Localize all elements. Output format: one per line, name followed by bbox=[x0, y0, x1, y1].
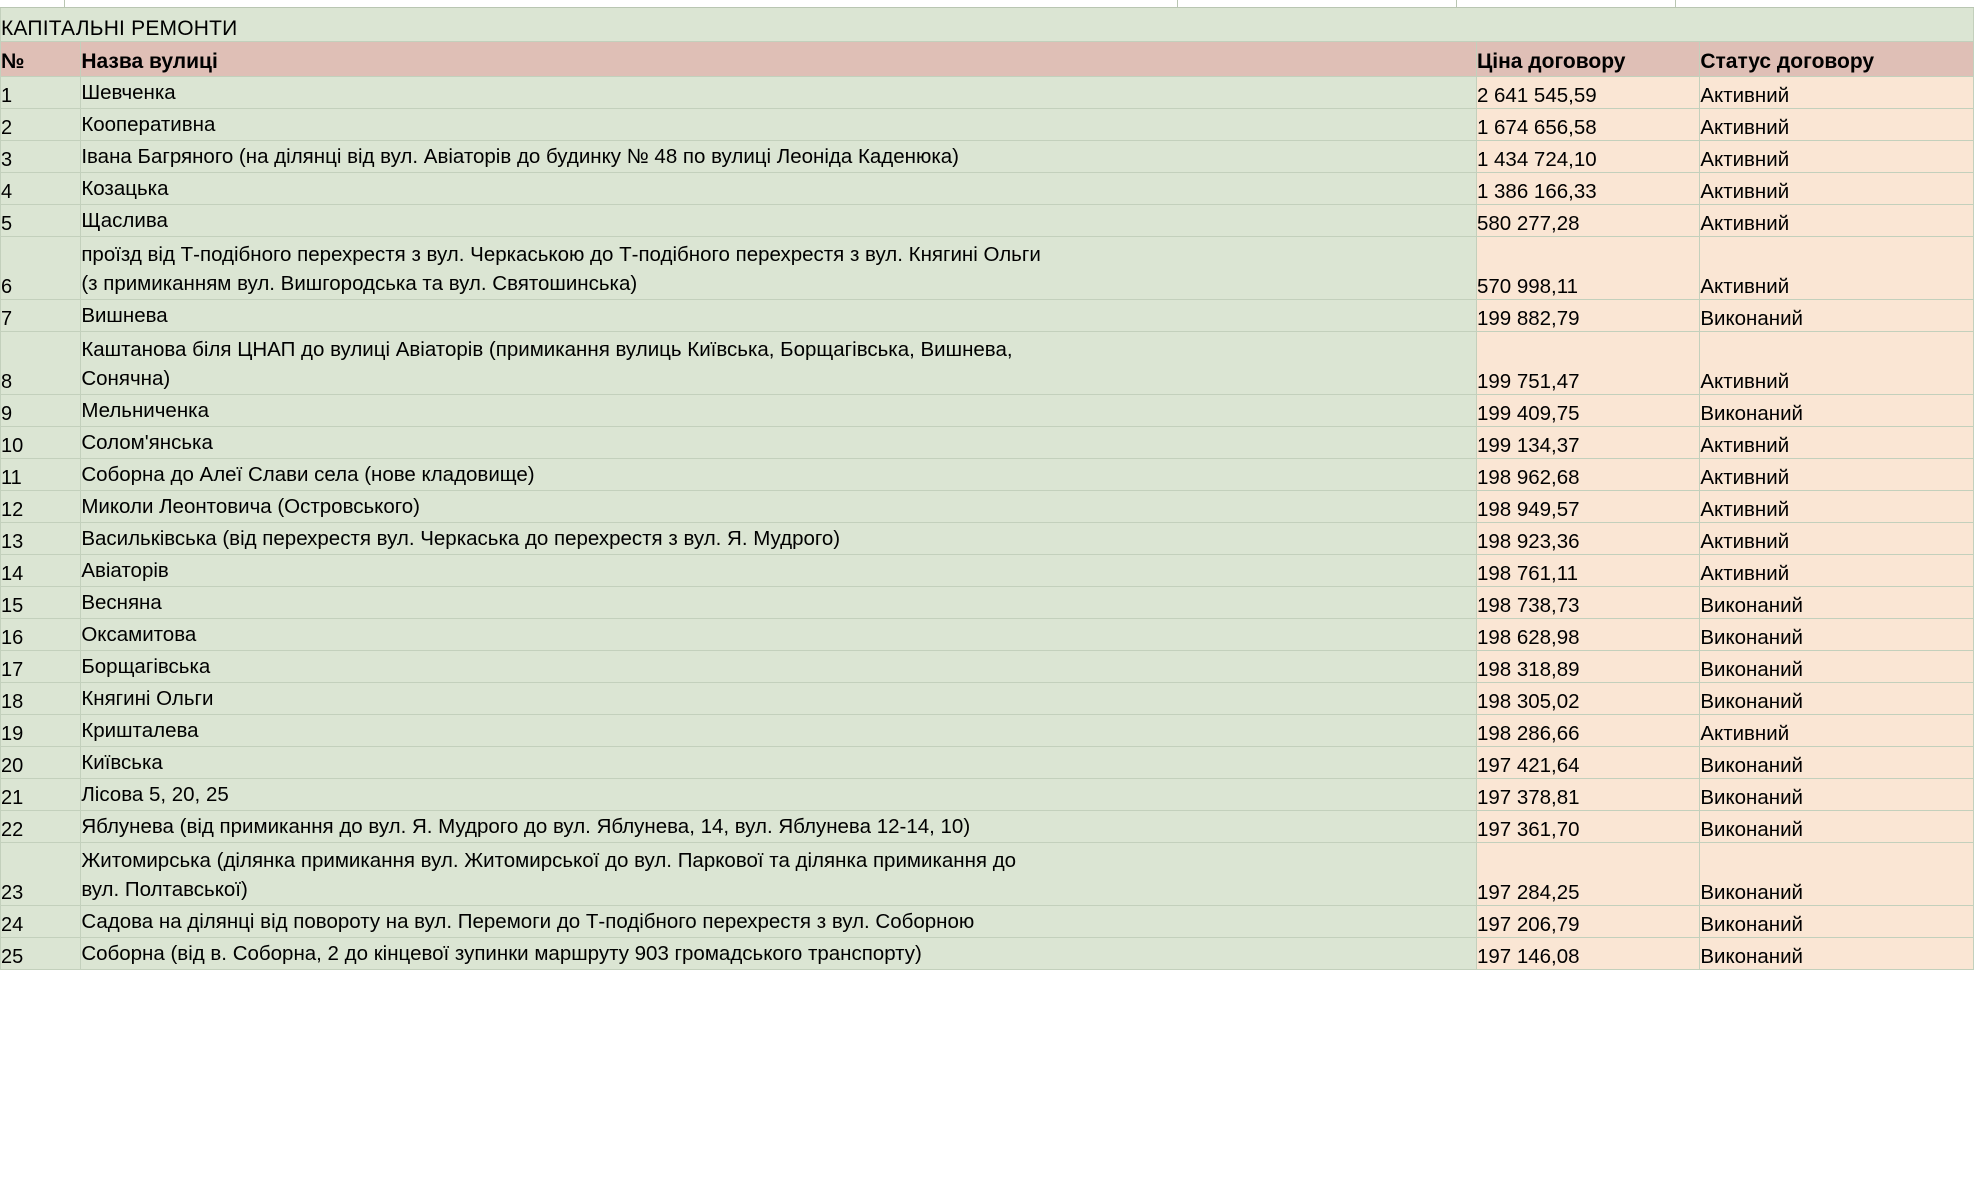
cell-street-name[interactable] bbox=[81, 173, 1477, 205]
cell-street-line: Івана Багряного (на ділянці від вул. Авіаторів до будинку № 48 по вулиці Леоніда Каденюка) bbox=[81, 145, 959, 169]
cell-number[interactable]: 14 bbox=[1, 555, 81, 587]
table-row[interactable] bbox=[1, 938, 1974, 970]
cell-contract-price[interactable]: 570 998,11 bbox=[1476, 237, 1699, 300]
cell-contract-price[interactable]: 199 134,37 bbox=[1476, 427, 1699, 459]
cell-contract-price[interactable]: 1 434 724,10 bbox=[1476, 141, 1699, 173]
cell-number[interactable]: 3 bbox=[1, 141, 81, 173]
cell-contract-status[interactable]: Активний bbox=[1700, 555, 1974, 587]
table-row[interactable] bbox=[1, 141, 1974, 173]
table-row[interactable] bbox=[1, 237, 1974, 300]
cell-contract-price[interactable]: 197 146,08 bbox=[1476, 938, 1699, 970]
cell-contract-price[interactable]: 197 361,70 bbox=[1476, 811, 1699, 843]
table-row[interactable] bbox=[1, 395, 1974, 427]
cell-street-line: (з примиканням вул. Вишгородська та вул. Святошинська) bbox=[81, 272, 638, 296]
cell-contract-price[interactable]: 199 751,47 bbox=[1476, 332, 1699, 395]
cell-contract-status[interactable]: Виконаний bbox=[1700, 779, 1974, 811]
cell-contract-price[interactable]: 198 949,57 bbox=[1476, 491, 1699, 523]
cell-street-line: Щаслива bbox=[81, 209, 168, 233]
cell-contract-status[interactable]: Виконаний bbox=[1700, 938, 1974, 970]
cell-street-line: Кооперативна bbox=[81, 113, 216, 137]
table-row[interactable] bbox=[1, 651, 1974, 683]
cell-street-line: Солом'янська bbox=[81, 431, 213, 455]
column-header-street[interactable]: Назва вулиці bbox=[81, 42, 1477, 77]
cell-number[interactable]: 2 bbox=[1, 109, 81, 141]
table-row[interactable] bbox=[1, 523, 1974, 555]
cell-contract-status[interactable]: Виконаний bbox=[1700, 747, 1974, 779]
capital-repairs-table bbox=[0, 7, 1974, 970]
page-title: КАПІТАЛЬНІ РЕМОНТИ bbox=[1, 8, 1974, 42]
cell-number[interactable]: 20 bbox=[1, 747, 81, 779]
cell-contract-price[interactable]: 199 882,79 bbox=[1476, 300, 1699, 332]
cell-contract-status[interactable]: Активний bbox=[1700, 109, 1974, 141]
sheet-top-strip bbox=[0, 0, 1974, 7]
table-title-row bbox=[1, 8, 1974, 42]
cell-number[interactable]: 16 bbox=[1, 619, 81, 651]
cell-number[interactable]: 9 bbox=[1, 395, 81, 427]
cell-street-name[interactable] bbox=[81, 237, 1477, 300]
cell-street-name[interactable] bbox=[81, 77, 1477, 109]
cell-contract-status[interactable]: Активний bbox=[1700, 173, 1974, 205]
table-row[interactable] bbox=[1, 683, 1974, 715]
cell-contract-status[interactable]: Активний bbox=[1700, 715, 1974, 747]
table-row[interactable] bbox=[1, 587, 1974, 619]
cell-contract-price[interactable]: 197 206,79 bbox=[1476, 906, 1699, 938]
cell-contract-status[interactable]: Активний bbox=[1700, 491, 1974, 523]
cell-street-line: Оксамитова bbox=[81, 623, 197, 647]
cell-street-line: Миколи Леонтовича (Островського) bbox=[81, 495, 421, 519]
cell-contract-status[interactable]: Виконаний bbox=[1700, 906, 1974, 938]
table-row[interactable] bbox=[1, 300, 1974, 332]
table-row[interactable] bbox=[1, 77, 1974, 109]
column-header-number[interactable]: № bbox=[1, 42, 81, 77]
table-row[interactable] bbox=[1, 332, 1974, 395]
cell-street-name[interactable] bbox=[81, 332, 1477, 395]
cell-street-name[interactable] bbox=[81, 300, 1477, 332]
cell-contract-price[interactable]: 197 284,25 bbox=[1476, 843, 1699, 906]
cell-street-name[interactable] bbox=[81, 395, 1477, 427]
cell-contract-status[interactable]: Активний bbox=[1700, 427, 1974, 459]
top-strip-segment bbox=[65, 0, 1178, 8]
cell-contract-status[interactable]: Виконаний bbox=[1700, 811, 1974, 843]
table-body bbox=[1, 77, 1974, 970]
column-header-status[interactable]: Статус договору bbox=[1700, 42, 1974, 77]
table-row[interactable] bbox=[1, 811, 1974, 843]
table-row[interactable] bbox=[1, 555, 1974, 587]
cell-street-line: Мельниченка bbox=[81, 399, 209, 423]
cell-street-line: Лісова 5, 20, 25 bbox=[81, 783, 229, 807]
cell-street-line: Кришталева bbox=[81, 719, 199, 743]
cell-contract-price[interactable]: 198 738,73 bbox=[1476, 587, 1699, 619]
cell-number[interactable]: 19 bbox=[1, 715, 81, 747]
column-header-price[interactable]: Ціна договору bbox=[1476, 42, 1699, 77]
cell-street-name[interactable] bbox=[81, 523, 1477, 555]
cell-street-line: Козацька bbox=[81, 177, 169, 201]
table-row[interactable] bbox=[1, 427, 1974, 459]
cell-contract-status[interactable]: Активний bbox=[1700, 459, 1974, 491]
top-strip-segment bbox=[0, 0, 65, 8]
cell-contract-price[interactable]: 2 641 545,59 bbox=[1476, 77, 1699, 109]
cell-number[interactable]: 24 bbox=[1, 906, 81, 938]
cell-contract-status[interactable]: Активний bbox=[1700, 332, 1974, 395]
table-row[interactable] bbox=[1, 205, 1974, 237]
cell-contract-price[interactable]: 1 386 166,33 bbox=[1476, 173, 1699, 205]
table-row[interactable] bbox=[1, 843, 1974, 906]
top-strip-segment bbox=[1457, 0, 1676, 8]
cell-contract-price[interactable]: 197 421,64 bbox=[1476, 747, 1699, 779]
cell-contract-price[interactable]: 1 674 656,58 bbox=[1476, 109, 1699, 141]
cell-number[interactable]: 1 bbox=[1, 77, 81, 109]
cell-street-line: вул. Полтавської) bbox=[81, 878, 248, 902]
table-row[interactable] bbox=[1, 491, 1974, 523]
cell-street-name[interactable] bbox=[81, 715, 1477, 747]
cell-contract-price[interactable]: 199 409,75 bbox=[1476, 395, 1699, 427]
cell-street-name[interactable] bbox=[81, 141, 1477, 173]
cell-street-line: Авіаторів bbox=[81, 559, 169, 583]
cell-number[interactable]: 23 bbox=[1, 843, 81, 906]
cell-contract-status[interactable]: Виконаний bbox=[1700, 683, 1974, 715]
cell-street-line: проїзд від Т-подібного перехрестя з вул. Черкаською до Т-подібного перехрестя з вул. Княгині Ольги bbox=[81, 242, 1041, 266]
cell-contract-status[interactable]: Виконаний bbox=[1700, 619, 1974, 651]
cell-street-name[interactable] bbox=[81, 555, 1477, 587]
cell-street-line: Васильківська (від перехрестя вул. Черкаська до перехрестя з вул. Я. Мудрого) bbox=[81, 527, 841, 551]
cell-street-line: Садова на ділянці від повороту на вул. Перемоги до Т-подібного перехрестя з вул. Соборною bbox=[81, 910, 975, 934]
cell-number[interactable]: 13 bbox=[1, 523, 81, 555]
cell-street-line: Житомирська (ділянка примикання вул. Житомирської до вул. Паркової та ділянка примикання до bbox=[81, 848, 1017, 872]
cell-street-line: Соборна до Алеї Слави села (нове кладовище) bbox=[81, 463, 535, 487]
cell-contract-status[interactable]: Виконаний bbox=[1700, 395, 1974, 427]
cell-contract-price[interactable]: 198 628,98 bbox=[1476, 619, 1699, 651]
cell-contract-status[interactable]: Активний bbox=[1700, 77, 1974, 109]
cell-number[interactable]: 5 bbox=[1, 205, 81, 237]
cell-street-name[interactable] bbox=[81, 811, 1477, 843]
cell-street-name[interactable] bbox=[81, 459, 1477, 491]
table-row[interactable] bbox=[1, 173, 1974, 205]
table-row[interactable] bbox=[1, 906, 1974, 938]
cell-number[interactable]: 12 bbox=[1, 491, 81, 523]
cell-street-name[interactable] bbox=[81, 906, 1477, 938]
top-strip-segment bbox=[1178, 0, 1457, 8]
cell-contract-status[interactable]: Виконаний bbox=[1700, 300, 1974, 332]
cell-contract-price[interactable]: 197 378,81 bbox=[1476, 779, 1699, 811]
cell-contract-price[interactable]: 580 277,28 bbox=[1476, 205, 1699, 237]
table-row[interactable] bbox=[1, 459, 1974, 491]
cell-street-name[interactable] bbox=[81, 843, 1477, 906]
cell-street-name[interactable] bbox=[81, 938, 1477, 970]
cell-street-line: Княгині Ольги bbox=[81, 687, 214, 711]
cell-contract-price[interactable]: 198 286,66 bbox=[1476, 715, 1699, 747]
cell-street-line: Яблунева (від примикання до вул. Я. Мудрого до вул. Яблунева, 14, вул. Яблунева 12-14, 10) bbox=[81, 815, 971, 839]
cell-contract-price[interactable]: 198 923,36 bbox=[1476, 523, 1699, 555]
cell-street-name[interactable] bbox=[81, 427, 1477, 459]
cell-contract-status[interactable]: Активний bbox=[1700, 141, 1974, 173]
cell-contract-price[interactable]: 198 761,11 bbox=[1476, 555, 1699, 587]
table-row[interactable] bbox=[1, 109, 1974, 141]
cell-street-line: Борщагівська bbox=[81, 655, 211, 679]
cell-number[interactable]: 11 bbox=[1, 459, 81, 491]
cell-contract-status[interactable]: Активний bbox=[1700, 237, 1974, 300]
cell-number[interactable]: 8 bbox=[1, 332, 81, 395]
cell-contract-status[interactable]: Активний bbox=[1700, 205, 1974, 237]
cell-number[interactable]: 15 bbox=[1, 587, 81, 619]
cell-street-name[interactable] bbox=[81, 491, 1477, 523]
cell-street-name[interactable] bbox=[81, 651, 1477, 683]
cell-number[interactable]: 17 bbox=[1, 651, 81, 683]
cell-number[interactable]: 21 bbox=[1, 779, 81, 811]
cell-number[interactable]: 10 bbox=[1, 427, 81, 459]
cell-number[interactable]: 22 bbox=[1, 811, 81, 843]
cell-street-name[interactable] bbox=[81, 587, 1477, 619]
cell-street-line: Весняна bbox=[81, 591, 162, 615]
cell-number[interactable]: 4 bbox=[1, 173, 81, 205]
cell-street-line: Соборна (від в. Соборна, 2 до кінцевої зупинки маршруту 903 громадського транспорту) bbox=[81, 942, 922, 966]
table-row[interactable] bbox=[1, 779, 1974, 811]
table-header-row bbox=[1, 42, 1974, 77]
cell-street-line: Каштанова біля ЦНАП до вулиці Авіаторів (примикання вулиць Київська, Борщагівська, Вишнева, bbox=[81, 337, 1013, 361]
cell-street-line: Шевченка bbox=[81, 81, 176, 105]
table-row[interactable] bbox=[1, 747, 1974, 779]
cell-number[interactable]: 7 bbox=[1, 300, 81, 332]
cell-street-name[interactable] bbox=[81, 109, 1477, 141]
cell-street-line: Вишнева bbox=[81, 304, 168, 328]
cell-number[interactable]: 18 bbox=[1, 683, 81, 715]
cell-contract-price[interactable]: 198 318,89 bbox=[1476, 651, 1699, 683]
cell-street-name[interactable] bbox=[81, 779, 1477, 811]
table-row[interactable] bbox=[1, 715, 1974, 747]
cell-street-name[interactable] bbox=[81, 619, 1477, 651]
table-row[interactable] bbox=[1, 619, 1974, 651]
cell-street-name[interactable] bbox=[81, 747, 1477, 779]
cell-contract-price[interactable]: 198 305,02 bbox=[1476, 683, 1699, 715]
cell-street-line: Київська bbox=[81, 751, 163, 775]
cell-street-name[interactable] bbox=[81, 683, 1477, 715]
cell-contract-status[interactable]: Активний bbox=[1700, 523, 1974, 555]
cell-contract-status[interactable]: Виконаний bbox=[1700, 651, 1974, 683]
top-strip-segment bbox=[1676, 0, 1974, 8]
cell-street-line: Сонячна) bbox=[81, 367, 171, 391]
cell-contract-status[interactable]: Виконаний bbox=[1700, 587, 1974, 619]
cell-contract-status[interactable]: Виконаний bbox=[1700, 843, 1974, 906]
cell-number[interactable]: 25 bbox=[1, 938, 81, 970]
cell-street-name[interactable] bbox=[81, 205, 1477, 237]
cell-contract-price[interactable]: 198 962,68 bbox=[1476, 459, 1699, 491]
cell-number[interactable]: 6 bbox=[1, 237, 81, 300]
